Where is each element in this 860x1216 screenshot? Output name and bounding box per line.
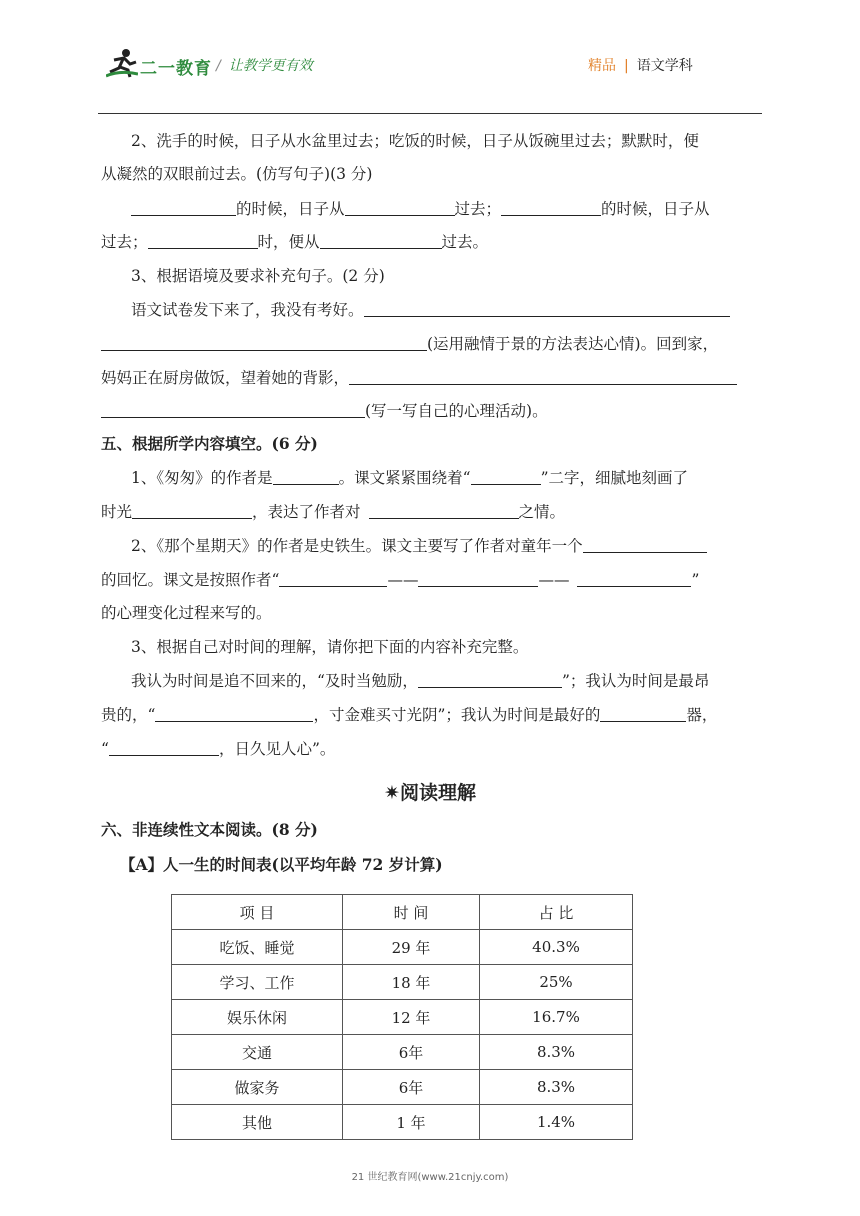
table-cell: 娱乐休闲 (172, 1000, 343, 1035)
header-divider (98, 113, 762, 114)
text: 语文试卷发下来了，我没有考好。 (131, 301, 364, 319)
text: ” (691, 571, 700, 589)
table-header-cell: 项 目 (172, 895, 343, 930)
blank[interactable] (101, 401, 365, 418)
text: (运用融情于景的方法表达心情)。回到家， (427, 335, 719, 353)
table-cell: 做家务 (172, 1070, 343, 1105)
q4-item2-title: 2、洗手的时候，日子从水盆里过去；吃饭的时候，日子从饭碗里过去；默默时，便 (131, 132, 699, 150)
blank[interactable] (101, 334, 427, 351)
table-cell: 其他 (172, 1105, 343, 1140)
blank[interactable] (577, 570, 691, 587)
slogan-separator: / (216, 58, 221, 74)
text: ，日久见人心”。 (218, 740, 336, 758)
blank[interactable] (273, 468, 339, 485)
star-icon: ✷ (384, 782, 400, 804)
blank[interactable] (369, 502, 519, 519)
text: 过去； (454, 200, 502, 218)
q4-item2-line2 (101, 232, 488, 252)
q5-line2 (101, 502, 565, 522)
table-header-cell: 占 比 (480, 895, 633, 930)
q5-line5: 的心理变化过程来写的。 (101, 604, 272, 622)
q4-item3-line3 (101, 368, 737, 388)
table-cell: 1.4% (480, 1105, 633, 1140)
table-cell: 8.3% (480, 1070, 633, 1105)
q5-line4 (101, 570, 699, 590)
table-cell: 25% (480, 965, 633, 1000)
quality-badge: 精品 (588, 58, 616, 74)
q4-item3-title: 3、根据语境及要求补充句子。(2 分) (131, 267, 385, 285)
logo-text: 二一教育 (140, 59, 212, 79)
blank[interactable] (155, 705, 313, 722)
text: —— (387, 571, 419, 589)
blank[interactable] (418, 671, 562, 688)
table-cell: 学习、工作 (172, 965, 343, 1000)
text: 妈妈正在厨房做饭，望着她的背影， (101, 369, 350, 387)
table-row (172, 1000, 633, 1035)
blank[interactable] (132, 502, 252, 519)
slogan (216, 55, 313, 75)
blank[interactable] (364, 300, 730, 317)
table-row (172, 1070, 633, 1105)
blank[interactable] (148, 232, 258, 249)
table-cell: 40.3% (480, 930, 633, 965)
table-cell: 交通 (172, 1035, 343, 1070)
table-cell: 6年 (343, 1035, 480, 1070)
reading-title-text: 阅读理解 (399, 782, 476, 804)
text: 时，便从 (257, 233, 320, 251)
q4-item3-line4 (101, 401, 548, 421)
blank[interactable] (471, 468, 541, 485)
blank[interactable] (345, 199, 455, 216)
blank[interactable] (279, 570, 387, 587)
q6-title: 六、非连续性文本阅读。(8 分) (101, 820, 318, 839)
q6-subtitle: 【A】人一生的时间表(以平均年龄 72 岁计算) (120, 855, 443, 874)
text: 1、《匆匆》的作者是 (131, 469, 273, 487)
q4-item2-title-cont: 从凝然的双眼前过去。(仿写句子)(3 分) (101, 165, 373, 183)
text: 我认为时间是追不回来的，“及时当勉励， (131, 672, 418, 690)
header-separator: | (624, 58, 629, 74)
table-header-row (172, 895, 633, 930)
table-header-cell: 时 间 (343, 895, 480, 930)
table-row (172, 930, 633, 965)
text: 的时候，日子从 (236, 200, 345, 218)
header-right (588, 55, 693, 75)
text: 2、《那个星期天》的作者是史铁生。课文主要写了作者对童年一个 (131, 537, 583, 555)
text: ，表达了作者对 (252, 503, 361, 521)
table-row (172, 1035, 633, 1070)
text: ，寸金难买寸光阴”；我认为时间是最好的 (313, 706, 601, 724)
q5-line1 (131, 468, 688, 488)
blank[interactable] (349, 368, 737, 385)
q5-title: 五、根据所学内容填空。(6 分) (101, 434, 318, 453)
slogan-text: 让教学更有效 (228, 58, 313, 74)
blank[interactable] (320, 232, 442, 249)
life-time-table (171, 894, 633, 1140)
q5-line8 (101, 705, 717, 725)
table-cell: 6年 (343, 1070, 480, 1105)
subject-label: 语文学科 (636, 58, 693, 74)
reading-section-title (0, 778, 860, 805)
page-footer: 21 世纪教育网(www.21cnjy.com) (351, 1172, 509, 1183)
text: ”；我认为时间是最昂 (561, 672, 710, 690)
table-row (172, 965, 633, 1000)
table-cell: 12 年 (343, 1000, 480, 1035)
text: 过去； (101, 233, 148, 251)
table-cell: 8.3% (480, 1035, 633, 1070)
table-cell: 16.7% (480, 1000, 633, 1035)
runner-logo-icon (106, 48, 138, 78)
blank[interactable] (501, 199, 601, 216)
text: 时光 (101, 503, 133, 521)
table-cell: 吃饭、睡觉 (172, 930, 343, 965)
text: 。课文紧紧围绕着“ (338, 469, 471, 487)
text: (写一写自己的心理活动)。 (365, 402, 548, 420)
table-cell: 1 年 (343, 1105, 480, 1140)
blank[interactable] (109, 739, 219, 756)
table-row (172, 1105, 633, 1140)
table-cell: 18 年 (343, 965, 480, 1000)
text: 的回忆。课文是按照作者“ (101, 571, 280, 589)
q5-line3 (131, 536, 707, 556)
q4-item3-line2 (101, 334, 718, 354)
q4-item3-line1 (131, 300, 730, 320)
page-header (0, 0, 860, 115)
table-cell: 29 年 (343, 930, 480, 965)
blank[interactable] (583, 536, 707, 553)
q5-line6: 3、根据自己对时间的理解，请你把下面的内容补充完整。 (131, 638, 529, 656)
blank[interactable] (600, 705, 686, 722)
q5-line9 (101, 739, 335, 759)
text: —— (538, 571, 570, 589)
blank[interactable] (131, 199, 236, 216)
text: 贵的，“ (101, 706, 156, 724)
text: 器， (686, 706, 718, 724)
text: 过去。 (441, 233, 489, 251)
blank[interactable] (418, 570, 538, 587)
text: “ (101, 740, 109, 758)
text: 的时候，日子从 (601, 200, 710, 218)
text: 之情。 (518, 503, 566, 521)
text: ”二字，细腻地刻画了 (540, 469, 688, 487)
q5-line7 (131, 671, 709, 691)
q4-item2-line1 (131, 199, 710, 219)
